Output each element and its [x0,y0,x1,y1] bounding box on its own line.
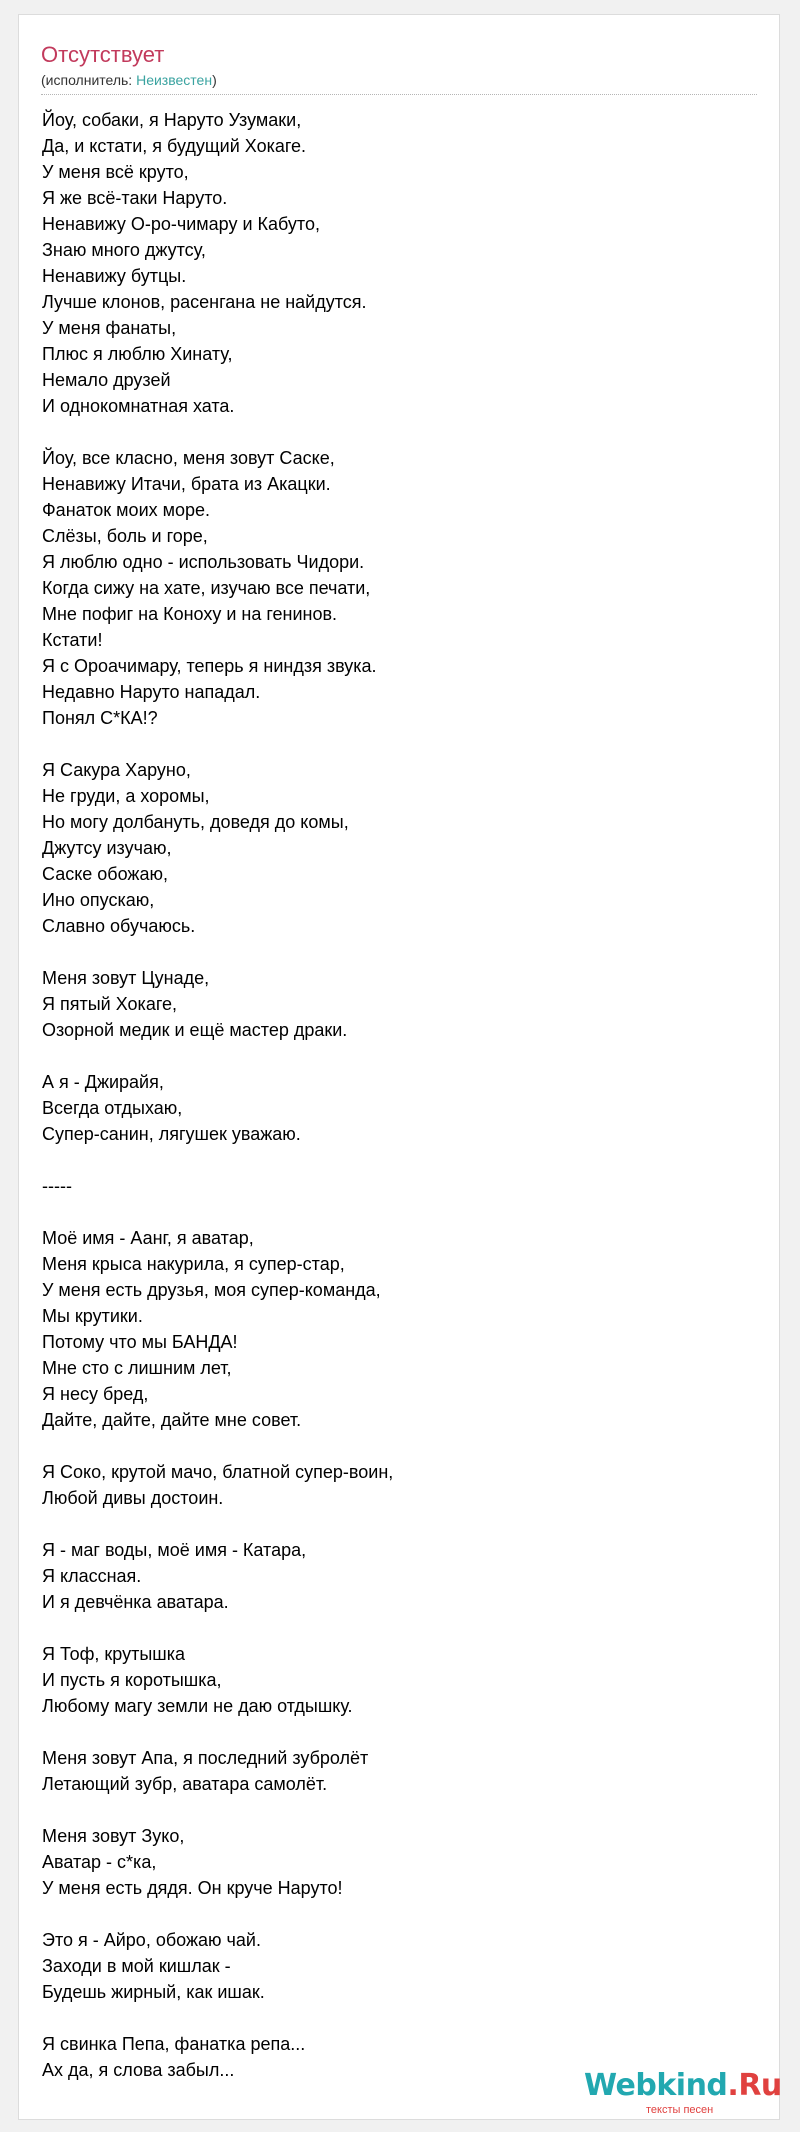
lyrics-line: Йоу, собаки, я Наруто Узумаки, [42,110,302,130]
lyrics-line: ----- [42,1176,72,1196]
lyrics-line: Заходи в мой кишлак - [42,1956,231,1976]
song-title: Отсутствует [41,42,165,67]
lyrics-line: Слёзы, боль и горе, [42,526,208,546]
logo-tld: .Ru [727,2068,782,2103]
lyrics-line: У меня есть друзья, моя супер-команда, [42,1280,381,1300]
lyrics-blank-line [42,731,393,757]
lyrics-line: Я свинка Пепа, фанатка репа... [42,2034,306,2054]
logo-main-text: Webkind [584,2068,728,2103]
lyrics-line: А я - Джирайя, [42,1072,164,1092]
lyrics-line: И я девчёнка аватара. [42,1592,229,1612]
lyrics-line: Ненавижу Итачи, брата из Акацки. [42,474,331,494]
lyrics-line: Меня зовут Апа, я последний зубролёт [42,1748,369,1768]
lyrics-text [42,107,393,2083]
lyrics-line: Я с Ороачимару, теперь я ниндзя звука. [42,656,377,676]
lyrics-line: Я - маг воды, моё имя - Катара, [42,1540,307,1560]
lyrics-line: Фанаток моих море. [42,500,211,520]
lyrics-line: Понял С*КА!? [42,708,158,728]
lyrics-line: Я Сакура Харуно, [42,760,191,780]
lyrics-line: У меня есть дядя. Он круче Наруто! [42,1878,343,1898]
lyrics-line: Мне сто с лишним лет, [42,1358,232,1378]
lyrics-line: Я люблю одно - использовать Чидори. [42,552,365,572]
lyrics-blank-line [42,1511,393,1537]
lyrics-line: Кстати! [42,630,103,650]
lyrics-line: Ненавижу бутцы. [42,266,187,286]
lyrics-line: У меня всё круто, [42,162,189,182]
lyrics-line: Недавно Наруто нападал. [42,682,261,702]
lyrics-line: Мы крутики. [42,1306,143,1326]
lyrics-line: Не груди, а хоромы, [42,786,210,806]
lyrics-blank-line [42,1043,393,1069]
lyrics-line: Я Тоф, крутышка [42,1644,185,1664]
lyrics-blank-line [42,1615,393,1641]
lyrics-blank-line [42,1147,393,1173]
webkind-logo[interactable] [584,2068,782,2120]
lyrics-line: Славно обучаюсь. [42,916,196,936]
artist-prefix: (исполнитель: [41,72,137,88]
lyrics-line: Меня крыса накурила, я супер-стар, [42,1254,345,1274]
lyrics-line: Но могу долбануть, доведя до комы, [42,812,349,832]
lyrics-line: Я классная. [42,1566,142,1586]
lyrics-line: Летающий зубр, аватара самолёт. [42,1774,328,1794]
lyrics-line: Я пятый Хокаге, [42,994,178,1014]
artist-line [41,72,217,88]
logo-wordmark [584,2068,782,2103]
lyrics-blank-line [42,1199,393,1225]
lyrics-line: Озорной медик и ещё мастер драки. [42,1020,348,1040]
lyrics-blank-line [42,1433,393,1459]
lyrics-line: Я Соко, крутой мачо, блатной супер-воин, [42,1462,394,1482]
lyrics-line: Ненавижу О-ро-чимару и Кабуто, [42,214,320,234]
artist-link[interactable]: Неизвестен [136,72,213,88]
lyrics-blank-line [42,1719,393,1745]
lyrics-line: И однокомнатная хата. [42,396,235,416]
lyrics-line: Будешь жирный, как ишак. [42,1982,265,2002]
lyrics-line: Йоу, все класно, меня зовут Саске, [42,448,335,468]
lyrics-line: Это я - Айро, обожаю чай. [42,1930,261,1950]
lyrics-line: Когда сижу на хате, изучаю все печати, [42,578,371,598]
lyrics-line: Меня зовут Зуко, [42,1826,185,1846]
lyrics-line: У меня фанаты, [42,318,177,338]
lyrics-line: Ах да, я слова забыл... [42,2060,235,2080]
lyrics-line: Я несу бред, [42,1384,149,1404]
lyrics-blank-line [42,1797,393,1823]
lyrics-line: Дайте, дайте, дайте мне совет. [42,1410,302,1430]
lyrics-line: Моё имя - Аанг, я аватар, [42,1228,254,1248]
lyrics-blank-line [42,2005,393,2031]
lyrics-line: Немало друзей [42,370,171,390]
lyrics-line: Любой дивы достоин. [42,1488,224,1508]
lyrics-line: Мне пофиг на Коноху и на генинов. [42,604,338,624]
lyrics-line: Лучше клонов, расенгана не найдутся. [42,292,367,312]
lyrics-line: Потому что мы БАНДА! [42,1332,238,1352]
lyrics-blank-line [42,939,393,965]
lyrics-line: Знаю много джутсу, [42,240,206,260]
lyrics-line: Плюс я люблю Хинату, [42,344,233,364]
lyrics-line: Саске обожаю, [42,864,168,884]
lyrics-line: Ино опускаю, [42,890,155,910]
lyrics-line: Джутсу изучаю, [42,838,172,858]
lyrics-blank-line [42,1901,393,1927]
lyrics-line: Аватар - с*ка, [42,1852,157,1872]
lyrics-line: Меня зовут Цунаде, [42,968,210,988]
lyrics-line: Любому магу земли не даю отдышку. [42,1696,353,1716]
lyrics-blank-line [42,419,393,445]
lyrics-line: Да, и кстати, я будущий Хокаге. [42,136,307,156]
lyrics-line: И пусть я коротышка, [42,1670,222,1690]
logo-subtitle: тексты песен [646,2104,714,2116]
lyrics-line: Я же всё-таки Наруто. [42,188,228,208]
lyrics-line: Всегда отдыхаю, [42,1098,183,1118]
title-divider [41,94,757,95]
artist-suffix: ) [212,72,217,88]
lyrics-line: Супер-санин, лягушек уважаю. [42,1124,301,1144]
